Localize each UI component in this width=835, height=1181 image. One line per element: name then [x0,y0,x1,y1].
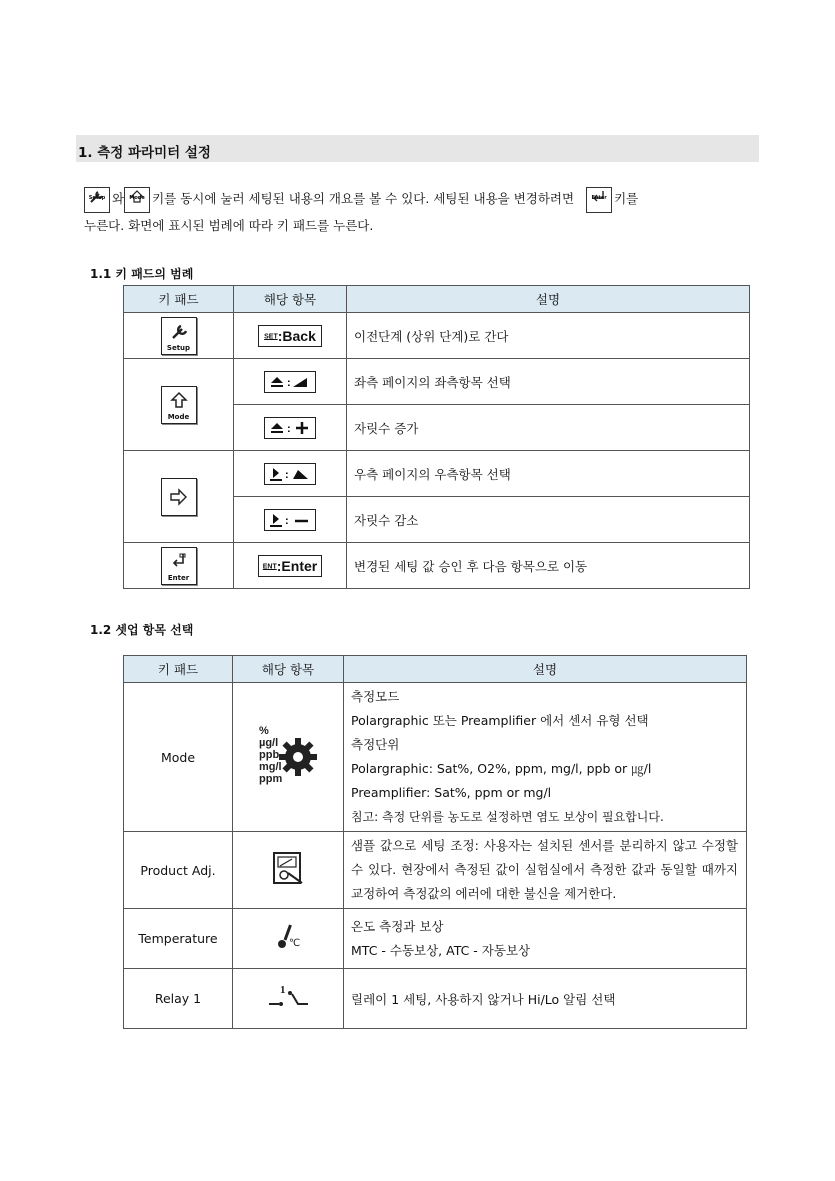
svg-text::: : [287,376,291,389]
intro-conj: 와 [112,191,125,206]
table2-header-keypad: 키 패드 [124,656,233,683]
display-up-plus [264,417,316,439]
svg-text::: : [285,468,289,481]
setup-key-icon: Setup [84,187,110,213]
desc-line: 측정단위 [351,737,400,752]
svg-text:%: % [259,724,269,737]
setup-item-name: Temperature [124,909,233,969]
svg-text::: : [287,422,291,435]
table1-header-keypad: 키 패드 [124,286,234,313]
svg-text:℃: ℃ [289,938,301,949]
desc-line: 온도 측정과 보상 [351,918,444,934]
svg-text:ppb: ppb [259,748,280,761]
display-enter: ENT:Enter [258,555,322,577]
desc-line: 측정모드 [351,689,400,704]
svg-text:ppm: ppm [259,772,283,785]
table2-header-item: 해당 항목 [233,656,344,683]
mode-key-icon: Mode [161,386,197,424]
setup-item-name: Relay 1 [124,969,233,1029]
desc-line: Preamplifier: Sat%, ppm or mg/l [351,785,552,800]
intro-text3: 누른다. 화면에 표시된 범례에 따라 키 패드를 누른다. [84,217,374,233]
desc-line: 릴레이 1 세팅, 사용하지 않거나 Hi/Lo 알림 선택 [344,969,747,1029]
intro-paragraph [84,186,744,239]
legend-desc: 자릿수 증가 [347,405,750,451]
mode-units-gear-icon [256,721,320,791]
svg-text:1: 1 [280,984,286,996]
relay-switch-icon [263,982,313,1012]
setup-item-name: Mode [124,683,233,832]
setup-item-name: Product Adj. [124,832,233,909]
display-right-minus [264,509,316,531]
display-right-wedge [264,463,316,485]
table2-header-desc: 설명 [344,656,747,683]
section-title: 1. 측정 파라미터 설정 [78,145,211,161]
svg-text:mg/l: mg/l [259,760,282,773]
legend-desc: 좌측 페이지의 좌측항목 선택 [347,359,750,405]
legend-desc: 자릿수 감소 [347,497,750,543]
table1-heading: 1.1 키 패드의 범례 [90,267,194,281]
display-up-left-wedge [264,371,316,393]
desc-line: 샘플 값으로 세팅 조정: 사용자는 설치된 센서를 분리하지 않고 수정할 수 있다. 현장에서 측정된 값이 실험실에서 측정한 값과 동일할 때까지 교정하여 측정값의 에러에 대한 불신을 제거한다. [344,832,747,909]
intro-text2: 키를 [614,191,639,206]
keypad-legend-table [123,285,750,589]
enter-key-icon: Enter [586,187,612,213]
table2-heading: 1.2 셋업 항목 선택 [90,623,194,637]
enter-key-icon: Enter [161,547,197,585]
setup-key-icon: Setup [161,317,197,355]
svg-text::: : [285,514,289,527]
intro-text1: 키를 동시에 눌러 세팅된 내용의 개요를 볼 수 있다. 세팅된 내용을 변경하려면 [152,191,575,206]
desc-line: 침고: 측정 단위를 농도로 설정하면 염도 보상이 필요합니다. [351,810,664,824]
thermometer-icon [271,920,305,954]
right-arrow-key-icon [161,478,197,516]
desc-line: Polargraphic: Sat%, O2%, ppm, mg/l, ppb or ㎍/l [351,761,652,776]
legend-desc: 이전단계 (상위 단계)로 간다 [347,313,750,359]
display-back: SET:Back [258,325,322,347]
mode-key-icon: Mode [124,187,150,213]
desc-line: Polargraphic 또는 Preamplifier 에서 센서 유형 선택 [351,713,649,728]
legend-desc: 변경된 세팅 값 승인 후 다음 항목으로 이동 [347,543,750,589]
product-adjust-meter-icon [268,849,308,889]
table1-header-desc: 설명 [347,286,750,313]
desc-line: MTC - 수동보상, ATC - 자동보상 [351,942,531,958]
table1-header-item: 해당 항목 [234,286,347,313]
svg-text:µg/l: µg/l [259,736,279,749]
legend-desc: 우측 페이지의 우측항목 선택 [347,451,750,497]
setup-items-table [123,655,747,1029]
